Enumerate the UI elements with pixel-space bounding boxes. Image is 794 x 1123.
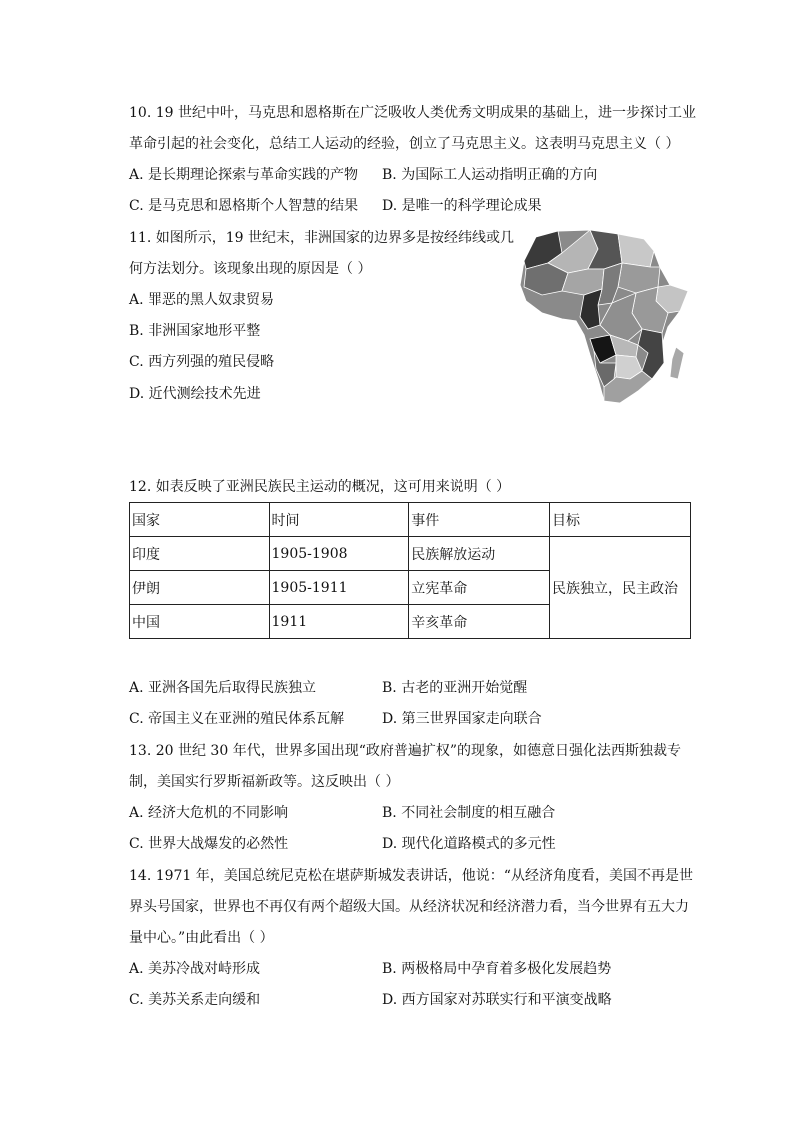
- table-cell: 立宪革命: [409, 571, 550, 605]
- africa-map-image: [518, 229, 692, 405]
- table-cell: 1905-1908: [269, 537, 409, 571]
- q14-option-c: C. 美苏关系走向缓和: [129, 992, 261, 1008]
- q13-option-d: D. 现代化道路模式的多元性: [382, 836, 556, 852]
- q10-option-d: D. 是唯一的科学理论成果: [382, 198, 542, 214]
- q12-option-d: D. 第三世界国家走向联合: [382, 711, 542, 727]
- table-cell: 辛亥革命: [409, 605, 550, 639]
- q14-option-a: A. 美苏冷战对峙形成: [129, 961, 261, 977]
- table-cell: 1905-1911: [269, 571, 409, 605]
- table-goal-cell: 民族独立，民主政治: [550, 537, 691, 639]
- q11-stem-line1: 11. 如图所示，19 世纪末，非洲国家的边界多是按经纬线或几: [129, 230, 514, 246]
- table-cell: 印度: [130, 537, 270, 571]
- table-row: [130, 537, 691, 571]
- q13-option-c: C. 世界大战爆发的必然性: [129, 836, 289, 852]
- table-cell: 伊朗: [130, 571, 270, 605]
- q10-option-a: A. 是长期理论探索与革命实践的产物: [129, 167, 359, 183]
- table-header-cell: 国家: [130, 503, 270, 537]
- q11-stem-line2: 何方法划分。该现象出现的原因是（ ）: [129, 261, 372, 277]
- q14-option-d: D. 西方国家对苏联实行和平演变战略: [382, 992, 612, 1008]
- q12-table: [129, 502, 691, 639]
- q10-stem-line1: 10. 19 世纪中叶，马克思和恩格斯在广泛吸收人类优秀文明成果的基础上，进一步探讨工业: [129, 105, 696, 121]
- q13-option-a: A. 经济大危机的不同影响: [129, 805, 289, 821]
- q12-stem: 12. 如表反映了亚洲民族民主运动的概况，这可用来说明（ ）: [129, 479, 511, 495]
- q13-stem-line2: 制，美国实行罗斯福新政等。这反映出（ ）: [129, 774, 400, 790]
- q11-option-a: A. 罪恶的黑人奴隶贸易: [129, 292, 275, 308]
- q12-option-a: A. 亚洲各国先后取得民族独立: [129, 680, 317, 696]
- table-header-cell: 事件: [409, 503, 550, 537]
- q14-stem-line1: 14. 1971 年，美国总统尼克松在堪萨斯城发表讲话，他说：“从经济角度看，美国不再是世: [129, 868, 693, 884]
- table-header-cell: 目标: [550, 503, 691, 537]
- q11-option-b: B. 非洲国家地形平整: [129, 323, 261, 339]
- q10-option-c: C. 是马克思和恩格斯个人智慧的结果: [129, 198, 359, 214]
- table-cell: 中国: [130, 605, 270, 639]
- q11-option-d: D. 近代测绘技术先进: [129, 386, 261, 402]
- table-header-row: [130, 503, 691, 537]
- table-header-cell: 时间: [269, 503, 409, 537]
- q14-stem-line3: 量中心。”由此看出（ ）: [129, 930, 274, 946]
- q10-option-b: B. 为国际工人运动指明正确的方向: [382, 167, 598, 183]
- q10-stem-line2: 革命引起的社会变化，总结工人运动的经验，创立了马克思主义。这表明马克思主义（ ）: [129, 136, 680, 152]
- q14-stem-line2: 界头号国家，世界也不再仅有两个超级大国。从经济状况和经济潜力看，当今世界有五大力: [129, 899, 689, 915]
- table-cell: 民族解放运动: [409, 537, 550, 571]
- q13-stem-line1: 13. 20 世纪 30 年代，世界多国出现“政府普遍扩权”的现象，如德意日强化法西斯独裁专: [129, 743, 682, 759]
- q13-option-b: B. 不同社会制度的相互融合: [382, 805, 556, 821]
- q12-option-c: C. 帝国主义在亚洲的殖民体系瓦解: [129, 711, 345, 727]
- q14-option-b: B. 两极格局中孕育着多极化发展趋势: [382, 961, 612, 977]
- q12-option-b: B. 古老的亚洲开始觉醒: [382, 680, 528, 696]
- q11-option-c: C. 西方列强的殖民侵略: [129, 354, 275, 370]
- table-cell: 1911: [269, 605, 409, 639]
